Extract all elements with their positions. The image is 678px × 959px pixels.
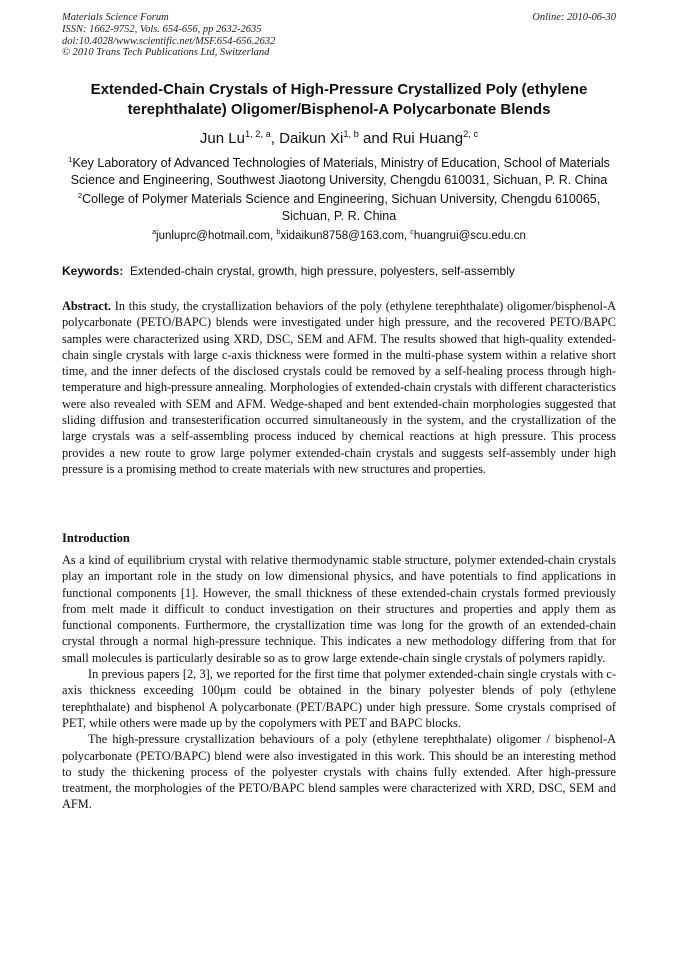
keywords-label: Keywords: (62, 264, 124, 278)
copyright-line: © 2010 Trans Tech Publications Ltd, Switzerland (62, 47, 270, 59)
author-emails: $^a$junluprc@hotmail.com, $^b$xidaikun8758@163.com, $^c$huangrui@scu.edu.cn (152, 228, 526, 242)
author-affiliation-mark: 1, b (343, 129, 359, 139)
issn-line: ISSN: 1662-9752, Vols. 654-656, pp 2632-2635 (62, 23, 262, 35)
section-heading: Introduction (62, 531, 130, 545)
author-name: Jun Lu (199, 130, 245, 147)
journal-name: Materials Science Forum (62, 12, 169, 23)
author-affiliation-mark: 1, 2, a (244, 129, 271, 139)
paragraph: In previous papers [2, 3], we reported for the first time that polymer extended-chain single crystals with c-axis thickness exceeding 100μm could be obtained in the binary polyester blends of poly (ethylene terephthalate) and bisphenol A polycarbonate (PET/BAPC) under high pressure. Some crystals comprised of PET, while others were made up by the copolymers with PET and BAPC blocks. (62, 667, 616, 730)
journal-header (62, 12, 275, 59)
abstract-text: In this study, the crystallization behaviors of the poly (ethylene terephthalate) oligomer/bisphenol-A polycarbonate (PETO/BAPC) blends were investigated under high pressure, and the recovered PETO/BAPC samples were characterized using XRD, DSC, SEM and AFM. The results showed that high-quality extended-chain single crystals with large c-axis thickness were formed in the multi-phase system within a relative short time, and the inner defects of the disclosed crystals could be removed by a self-healing process through high-temperature and high-pressure annealing. Morphologies of extended-chain crystals with different characteristics were also revealed with SEM and AFM. Wedge-shaped and bent extended-chain morphologies suggested that sliding diffusion and transesterification occurred simultaneously in the system, and the crystallization of the large crystals was a self-assembling process induced by chemical reactions at high pressure. This process provides a new route to grow large polymer extended-chain crystals and suggests self-assembly under high pressure is a promising method to create materials with new structures and properties. (62, 299, 616, 476)
abstract (62, 298, 616, 477)
abstract-label: Abstract. (62, 299, 112, 313)
author-affiliation-mark: 2, c (463, 129, 479, 139)
keywords-text: Extended-chain crystal, growth, high pressure, polyesters, self-assembly (130, 264, 515, 278)
keywords (62, 263, 616, 279)
paragraph: As a kind of equilibrium crystal with relative thermodynamic stable structure, polymer extended-chain crystals play an important role in the study on low dimensional physics, and have potentials to find applications in functional components [1]. However, the small thickness of these extended-chain crystals formed previously from melt made it difficult to conduct investigation on their structures and properties and apply them as functional components. Furthermore, the crystallization time was long for the growth of an extended-chain crystal through a normal high-pressure technique. This indicates a new methodology differing from that for small molecules is particularly desirable so as to grow large extende-chain single crystals of polymers rapidly. (62, 553, 616, 665)
affiliation-2: $^2$College of Polymer Materials Science and Engineering, Sichuan University, Chengdu 610065, Sichuan, P. R. China (77, 190, 601, 223)
doi-line: doi:10.4028/www.scientific.net/MSF.654-656.2632 (62, 35, 276, 47)
email-link[interactable]: junluprc@hotmail.com (156, 230, 270, 242)
affiliation-1: $^1$Key Laboratory of Advanced Technologies of Materials, Ministry of Education, School of Materials Science and Engineering, Southwest Jiaotong University, Chengdu 610031, Sichuan, P. R. China (68, 154, 610, 187)
author-name: Daikun Xi (279, 130, 344, 147)
paper-title: Extended-Chain Crystals of High-Pressure Crystallized Poly (ethylene terephthalate) Oligomer/Bisphenol-A Polycarbonate Blends (90, 81, 588, 118)
email-link[interactable]: xidaikun8758@163.com (280, 230, 404, 242)
introduction-body (62, 552, 616, 813)
author-list: Jun Lu$^{1, 2, a}$, Daikun Xi$^{1, b}$ and Rui Huang$^{2, c}$ (199, 129, 479, 147)
paragraph: The high-pressure crystallization behaviours of a poly (ethylene terephthalate) oligomer / bisphenol-A polycarbonate (PETO/BAPC) blend were also investigated in this work. This should be an interesting method to study the thickening process of the polyester crystals with chains fully extended. After high-pressure treatment, the morphologies of the PETO/BAPC blend samples were characterized with XRD, DSC, SEM and AFM. (62, 732, 616, 812)
online-date: Online: 2010-06-30 (532, 12, 616, 23)
email-link[interactable]: huangrui@scu.edu.cn (413, 230, 526, 242)
author-name: Rui Huang (392, 130, 464, 147)
